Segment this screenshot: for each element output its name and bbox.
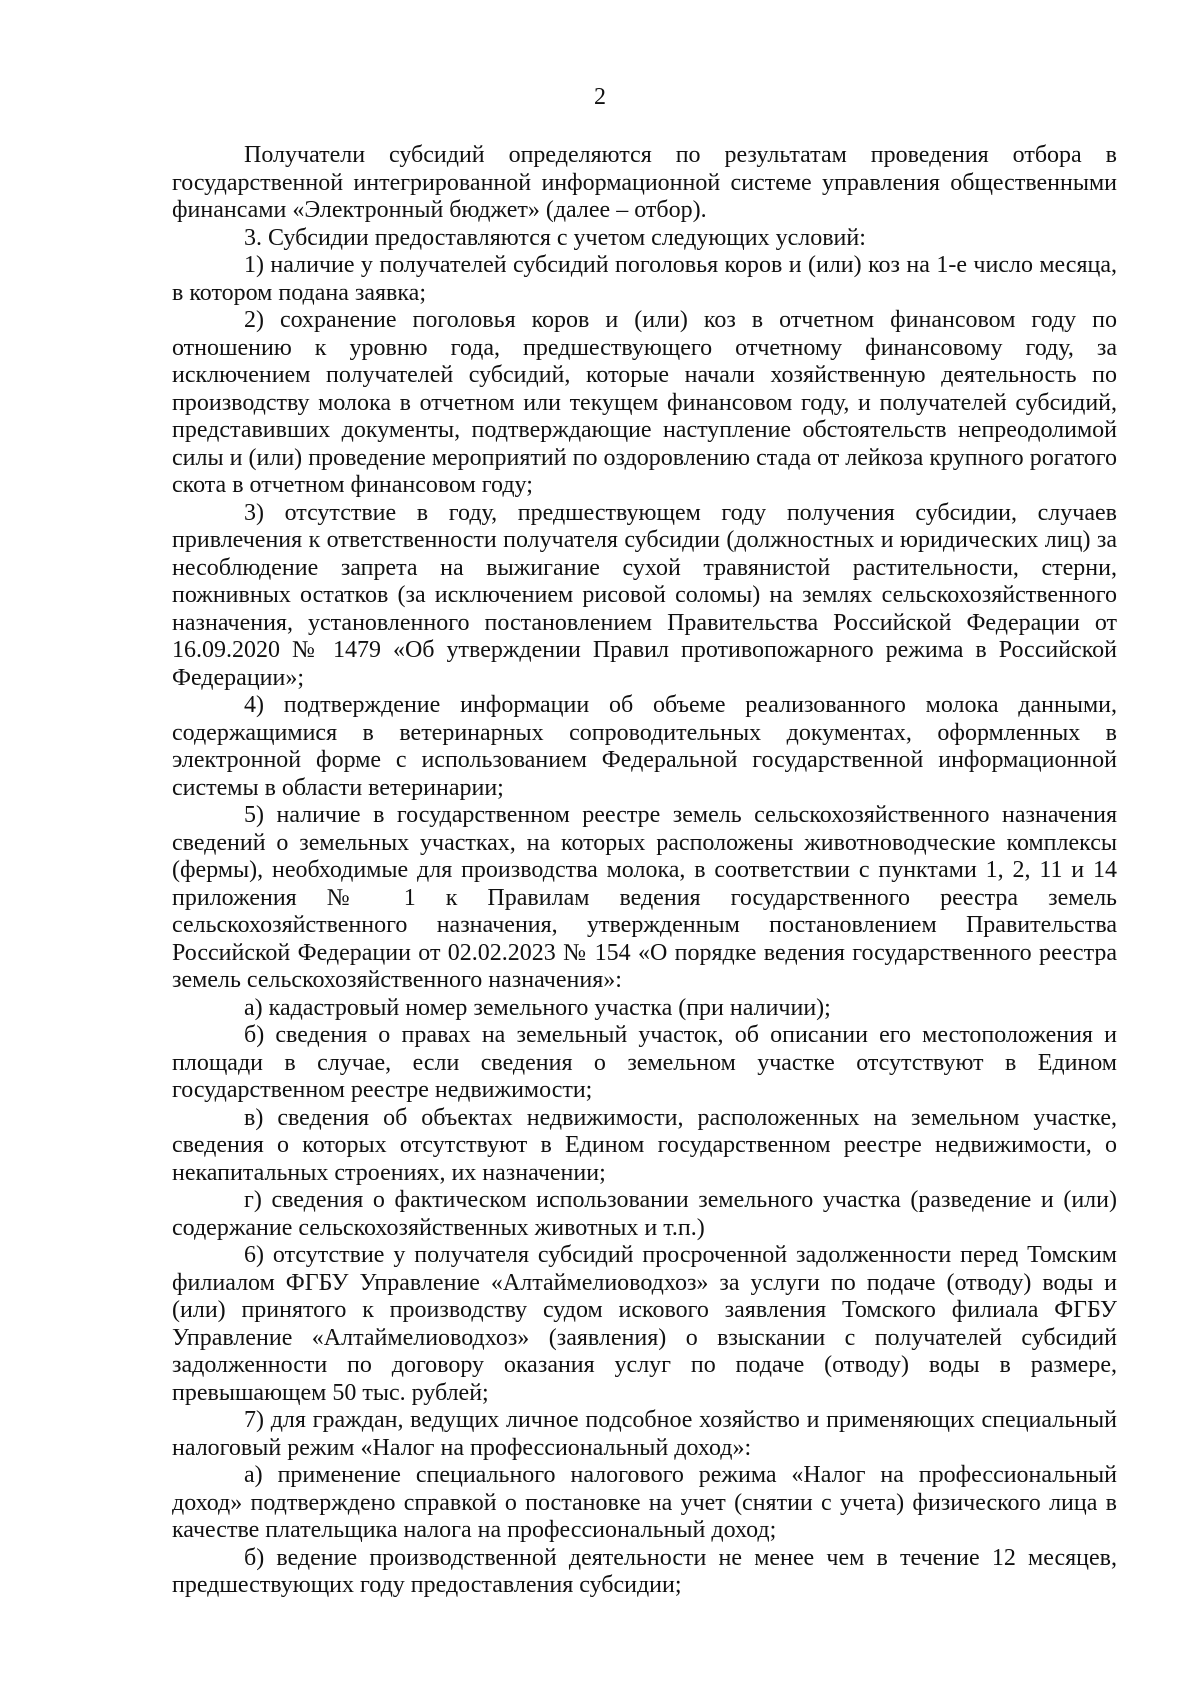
paragraph-condition-3: 3) отсутствие в году, предшествующем году получения субсидии, случаев привлечения к ответственности получателя субсидии (должностных и юридических лиц) за несоблюдение запрета на выжигание сухой травянистой растительности, стерни, пожнивных остатков (за исключением рисовой соломы) на землях сельскохозяйственного назначения, установленного постановлением Правительства Российской Федерации от 16.09.2020 № 1479 «Об утверждении Правил противопожарного режима в Российской Федерации»;: [172, 499, 1117, 691]
paragraph-condition-5-v: в) сведения об объектах недвижимости, расположенных на земельном участке, сведения о которых отсутствуют в Едином государственном реестре недвижимости, о некапитальных строениях, их назначении;: [172, 1104, 1117, 1186]
paragraph-condition-7: 7) для граждан, ведущих личное подсобное хозяйство и применяющих специальный налоговый режим «Налог на профессиональный доход»:: [172, 1407, 1117, 1461]
paragraph-condition-1: 1) наличие у получателей субсидий поголовья коров и (или) коз на 1-е число месяца, в котором подана заявка;: [172, 252, 1117, 306]
paragraph-condition-7-a: а) применение специального налогового режима «Налог на профессиональный доход» подтверждено справкой о постановке на учет (снятии с учета) физического лица в качестве плательщика налога на профессиональный доход;: [172, 1462, 1117, 1543]
paragraph-section-3-heading: 3. Субсидии предоставляются с учетом следующих условий:: [244, 224, 866, 251]
paragraph-condition-6: 6) отсутствие у получателя субсидий просроченной задолженности перед Томским филиалом ФГБУ Управление «Алтаймелиоводхоз» за услуги по подаче (отводу) воды и (или) принятого к производству судом искового заявления Томского филиала ФГБУ Управление «Алтаймелиоводхоз» (заявления) о взыскании с получателей субсидий задолженности по договору оказания услуг по подаче (отводу) воды в размере, превышающем 50 тыс. рублей;: [172, 1242, 1117, 1406]
paragraph-condition-4: 4) подтверждение информации об объеме реализованного молока данными, содержащимися в ветеринарных сопроводительных документах, оформленных в электронной форме с использованием Федеральной государственной информационной системы в области ветеринарии;: [172, 692, 1117, 801]
paragraph-condition-2: 2) сохранение поголовья коров и (или) коз в отчетном финансовом году по отношению к уровню года, предшествующего отчетному финансовому году, за исключением получателей субсидий, которые начали хозяйственную деятельность по производству молока в отчетном или текущем финансовом году, и получателей субсидий, представивших документы, подтверждающие наступление обстоятельств непреодолимой силы и (или) проведение мероприятий по оздоровлению стада от лейкоза крупного рогатого скота в отчетном финансовом году;: [172, 307, 1117, 498]
paragraph-condition-5-b: б) сведения о правах на земельный участок, об описании его местоположения и площади в случае, если сведения о земельном участке отсутствуют в Едином государственном реестре недвижимости;: [172, 1022, 1117, 1103]
paragraph-condition-5: 5) наличие в государственном реестре земель сельскохозяйственного назначения сведений о земельных участках, на которых расположены животноводческие комплексы (фермы), необходимые для производства молока, в соответствии с пунктами 1, 2, 11 и 14 приложения № 1 к Правилам ведения государственного реестра земель сельскохозяйственного назначения, утвержденным постановлением Правительства Российской Федерации от 02.02.2023 № 154 «О порядке ведения государственного реестра земель сельскохозяйственного назначения»:: [172, 802, 1117, 993]
document-body: [172, 142, 1117, 1600]
paragraph-condition-5-a: а) кадастровый номер земельного участка (при наличии);: [244, 994, 831, 1021]
paragraph-condition-5-g: г) сведения о фактическом использовании земельного участка (разведение и (или) содержание сельскохозяйственных животных и т.п.): [172, 1187, 1117, 1241]
page-number: 2: [594, 84, 606, 110]
paragraph-recipients-selection: Получатели субсидий определяются по результатам проведения отбора в государственной интегрированной информационной системе управления общественными финансами «Электронный бюджет» (далее – отбор).: [172, 142, 1117, 223]
paragraph-condition-7-b: б) ведение производственной деятельности не менее чем в течение 12 месяцев, предшествующих году предоставления субсидии;: [172, 1544, 1117, 1598]
